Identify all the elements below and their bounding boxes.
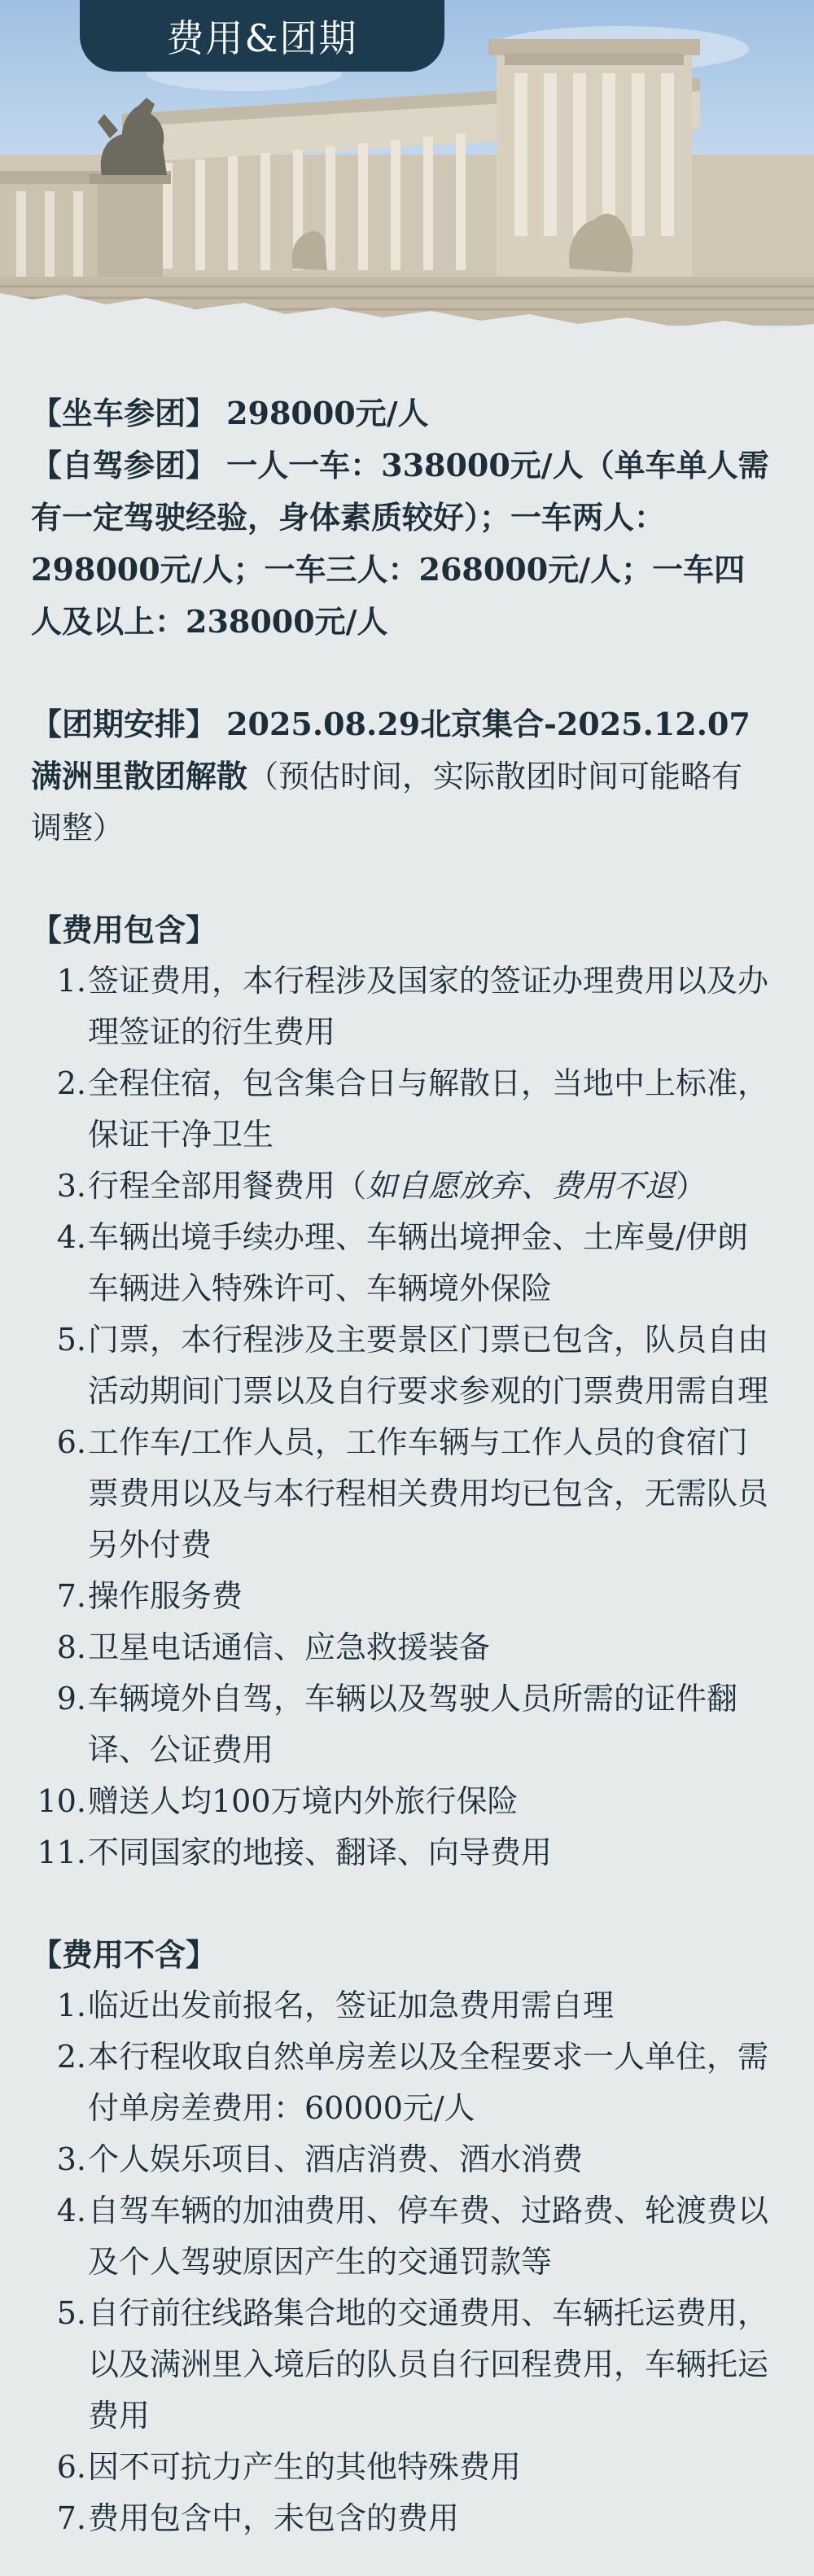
included-item-number: 8. xyxy=(56,1629,86,1665)
included-item xyxy=(31,1314,773,1417)
excluded-item-number: 6. xyxy=(56,2449,86,2485)
section-tab-title: 费用&团期 xyxy=(80,0,444,72)
drive-three-price: 268000元/人 xyxy=(418,551,622,588)
included-item-number: 1. xyxy=(56,963,86,999)
excluded-item-text: 费用包含中，未包含的费用 xyxy=(88,2500,460,2536)
excluded-item-text: 因不可抗力产生的其他特殊费用 xyxy=(88,2449,522,2485)
included-item xyxy=(31,1673,773,1776)
included-item xyxy=(31,1161,773,1212)
included-item xyxy=(31,1417,773,1571)
drive-four-price: 238000元/人 xyxy=(186,603,388,640)
included-item-text: 不同国家的地接、翻译、向导费用 xyxy=(88,1835,553,1870)
drive-two-price: 298000元/人 xyxy=(31,551,234,588)
included-item-text: 工作车/工作人员，工作车辆与工作人员的食宿门票费用以及与本行程相关费用均已包含，无需队员另外付费 xyxy=(88,1424,769,1563)
excluded-item xyxy=(31,2493,773,2544)
excluded-list xyxy=(31,1980,773,2544)
content-body xyxy=(0,358,814,2544)
included-item-number: 6. xyxy=(56,1424,86,1460)
included-item-text: 签证费用，本行程涉及国家的签证办理费用以及办理签证的衍生费用 xyxy=(88,963,769,1050)
included-item xyxy=(31,1622,773,1673)
schedule-paragraph xyxy=(31,698,773,854)
included-item-text: 操作服务费 xyxy=(88,1578,243,1614)
drive-price-paragraph xyxy=(31,440,773,648)
drive-two-label: 一车两人： xyxy=(510,499,666,536)
excluded-item xyxy=(31,1980,773,2031)
seat-price: 298000元/人 xyxy=(226,395,429,431)
excluded-item-text: 自驾车辆的加油费用、停车费、过路费、轮渡费以及个人驾驶原因产生的交通罚款等 xyxy=(88,2193,769,2280)
schedule-label: 【团期安排】 xyxy=(31,706,217,742)
included-list xyxy=(31,956,773,1878)
excluded-item-number: 5. xyxy=(56,2295,86,2331)
included-item-number: 5. xyxy=(56,1322,86,1358)
excluded-item xyxy=(31,2442,773,2493)
included-item xyxy=(31,1212,773,1314)
hero-image xyxy=(0,0,814,358)
schedule-note: （预估时间，实际散团时间可能略有调整） xyxy=(31,759,743,846)
included-item xyxy=(31,1058,773,1161)
included-item-number: 4. xyxy=(56,1219,86,1255)
included-item xyxy=(31,1776,773,1827)
excluded-item-text: 自行前往线路集合地的交通费用、车辆托运费用，以及满洲里入境后的队员自行回程费用，车辆托运费用 xyxy=(88,2295,769,2434)
included-item-text: 赠送人均100万境内外旅行保险 xyxy=(88,1783,519,1819)
excluded-item-text: 个人娱乐项目、酒店消费、酒水消费 xyxy=(88,2141,584,2177)
excluded-item-number: 1. xyxy=(56,1988,86,2023)
drive-one-label: 一人一车： xyxy=(226,447,382,483)
excluded-item-number: 4. xyxy=(56,2193,86,2228)
included-item-text: 卫星电话通信、应急救援装备 xyxy=(88,1629,491,1665)
included-item-number: 3. xyxy=(56,1168,86,1204)
excluded-item xyxy=(31,2185,773,2288)
drive-label: 【自驾参团】 xyxy=(31,447,217,483)
drive-one-price: 338000元/人 xyxy=(381,447,584,483)
included-item-number: 2. xyxy=(56,1065,86,1101)
included-item-text: 行程全部用餐费用（如自愿放弃、费用不退） xyxy=(88,1168,707,1204)
included-item-number: 10. xyxy=(37,1783,86,1819)
included-item-text: 全程住宿，包含集合日与解散日，当地中上标准，保证干净卫生 xyxy=(88,1065,769,1152)
drive-four-label: ；一车四人及以上： xyxy=(31,551,746,640)
excluded-item-number: 7. xyxy=(56,2500,86,2536)
drive-note: （单车单人需有一定驾驶经验，身体素质较好）； xyxy=(31,447,769,536)
included-item-text: 车辆境外自驾，车辆以及驾驶人员所需的证件翻译、公证费用 xyxy=(88,1681,738,1768)
included-title: 【费用包含】 xyxy=(31,912,217,948)
excluded-item-number: 2. xyxy=(56,2039,86,2075)
excluded-item-text: 临近出发前报名，签证加急费用需自理 xyxy=(88,1988,615,2023)
included-item-number: 11. xyxy=(37,1835,86,1870)
excluded-item xyxy=(31,2134,773,2185)
drive-three-label: ；一车三人： xyxy=(233,551,419,588)
included-item xyxy=(31,1571,773,1622)
seat-price-line xyxy=(31,387,773,440)
schedule-dates: 2025.08.29北京集合-2025.12.07满洲里散团解散 xyxy=(31,706,751,794)
included-item-text: 车辆出境手续办理、车辆出境押金、土库曼/伊朗车辆进入特殊许可、车辆境外保险 xyxy=(88,1219,748,1306)
included-item-text: 门票，本行程涉及主要景区门票已包含，队员自由活动期间门票以及自行要求参观的门票费用需自理 xyxy=(88,1322,769,1409)
included-item-number: 9. xyxy=(56,1681,86,1717)
excluded-item-number: 3. xyxy=(56,2141,86,2177)
included-item xyxy=(31,1827,773,1878)
seat-label: 【坐车参团】 xyxy=(31,395,217,431)
excluded-item xyxy=(31,2288,773,2442)
included-item xyxy=(31,956,773,1058)
excluded-title: 【费用不含】 xyxy=(31,1936,217,1973)
excluded-item xyxy=(31,2031,773,2134)
included-item-number: 7. xyxy=(56,1578,86,1614)
excluded-item-text: 本行程收取自然单房差以及全程要求一人单住，需付单房差费用：60000元/人 xyxy=(88,2039,769,2126)
